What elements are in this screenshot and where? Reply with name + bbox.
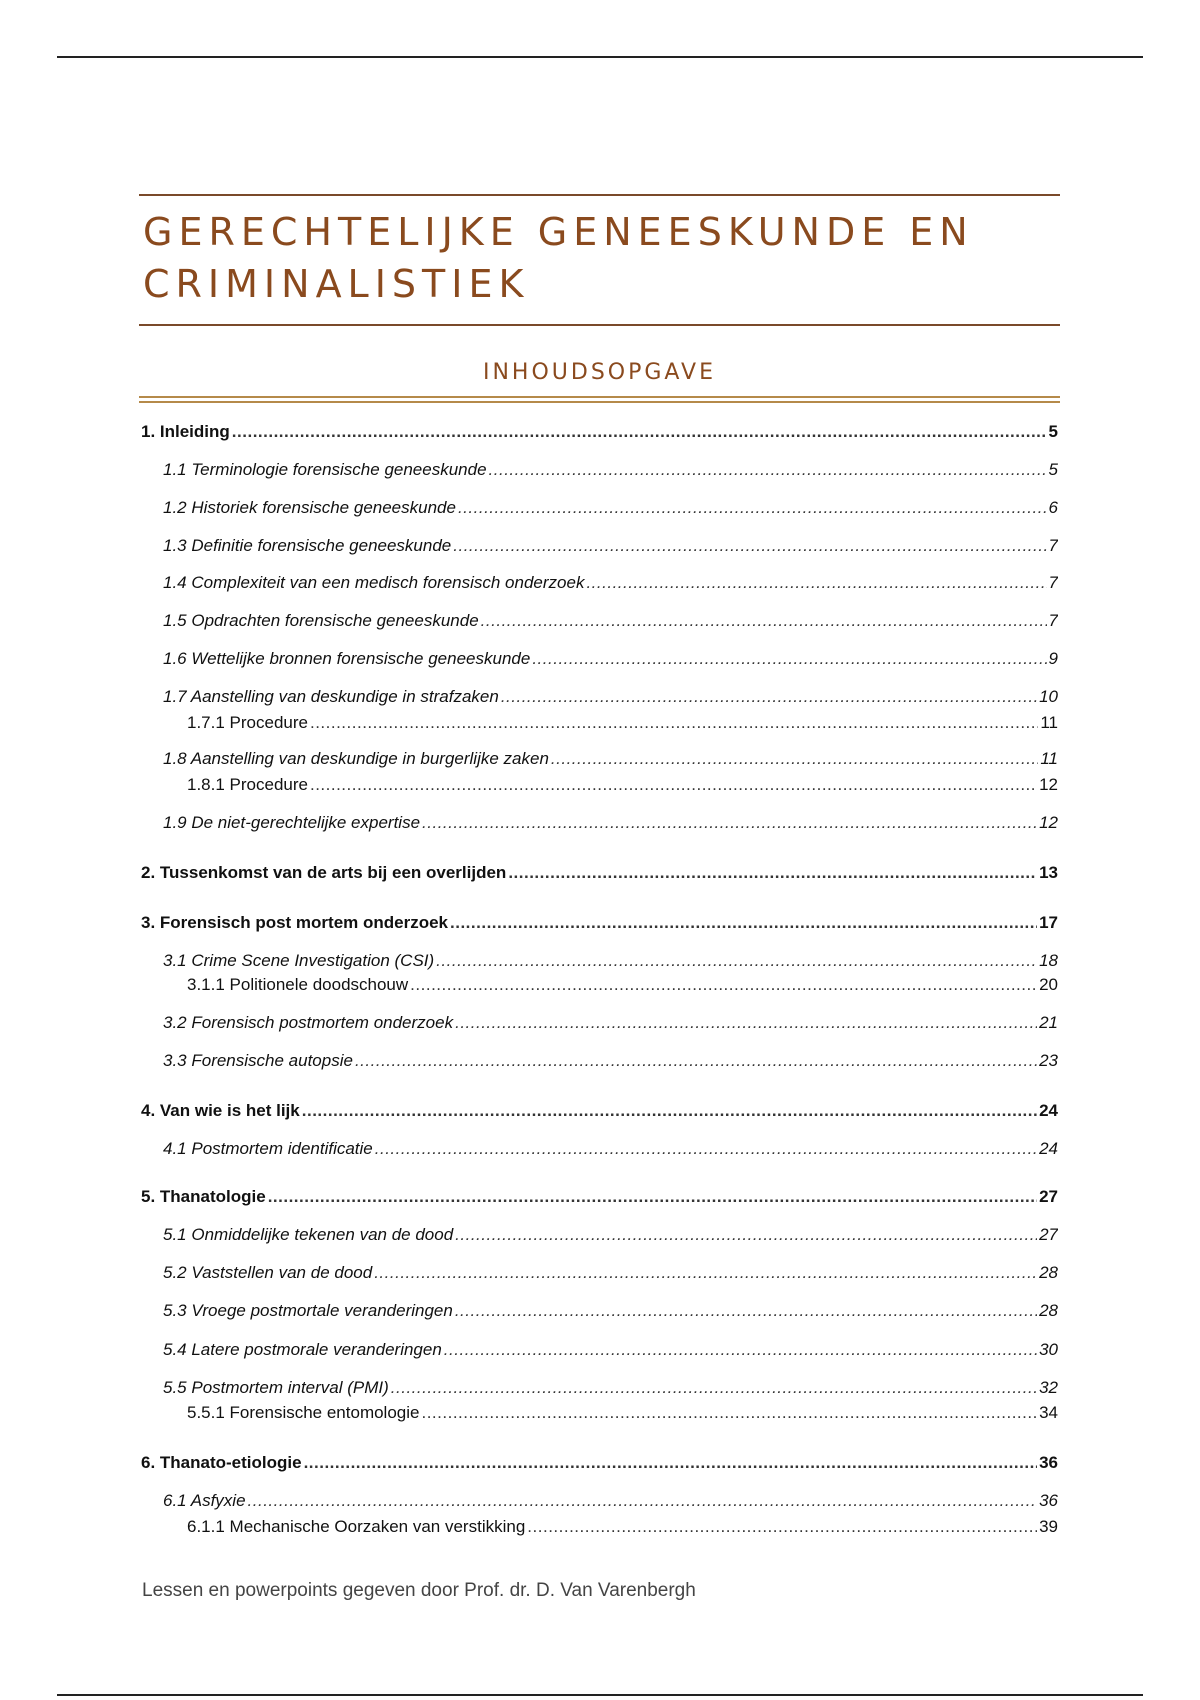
toc-entry-title: 1.8 Aanstelling van deskundige in burgerlijke zaken — [163, 749, 549, 768]
toc-leader-dots — [481, 609, 1047, 633]
toc-leader-dots — [410, 973, 1037, 997]
toc-entry-page: 23 — [1039, 1051, 1058, 1070]
toc-entry-page: 24 — [1039, 1139, 1058, 1158]
toc-entry[interactable] — [141, 1223, 1058, 1247]
toc-entry-title: 1.1 Terminologie forensische geneeskunde — [163, 460, 487, 479]
toc-entry-title: 4.1 Postmortem identificatie — [163, 1139, 373, 1158]
toc-entry-page: 7 — [1048, 536, 1058, 555]
toc-entry-page: 28 — [1039, 1263, 1058, 1282]
toc-entry-title: 5.4 Latere postmorale veranderingen — [163, 1340, 442, 1359]
toc-entry[interactable] — [141, 1299, 1058, 1323]
toc-entry-title: 3.3 Forensische autopsie — [163, 1051, 353, 1070]
toc-entry-page: 36 — [1039, 1453, 1058, 1472]
toc-entry[interactable] — [141, 496, 1058, 520]
toc-leader-dots — [375, 1137, 1037, 1161]
toc-entry-page: 39 — [1039, 1517, 1058, 1536]
toc-leader-dots — [391, 1376, 1037, 1400]
toc-entry-page: 18 — [1039, 951, 1058, 970]
toc-entry[interactable] — [141, 811, 1058, 835]
toc-entry-title: 6. Thanato-etiologie — [141, 1453, 302, 1472]
toc-leader-dots — [232, 420, 1047, 444]
toc-entry[interactable] — [141, 1451, 1058, 1475]
toc-leader-dots — [444, 1338, 1037, 1362]
title-block — [139, 194, 1060, 326]
toc-entry-title: 1.6 Wettelijke bronnen forensische geneeskunde — [163, 649, 531, 668]
toc-entry[interactable] — [141, 1489, 1058, 1513]
toc-entry-title: 1.9 De niet-gerechtelijke expertise — [163, 813, 421, 832]
toc-entry[interactable] — [141, 1011, 1058, 1035]
toc-entry-title: 1.4 Complexiteit van een medisch forensisch onderzoek — [163, 573, 585, 592]
toc-entry[interactable] — [141, 685, 1058, 709]
toc-entry[interactable] — [141, 711, 1058, 735]
toc-entry[interactable] — [141, 911, 1058, 935]
toc-leader-dots — [422, 811, 1037, 835]
toc-leader-dots — [248, 1489, 1038, 1513]
toc-heading-rule-2 — [139, 401, 1060, 403]
toc-leader-dots — [527, 1515, 1037, 1539]
toc-entry-page: 21 — [1039, 1013, 1058, 1032]
toc-leader-dots — [374, 1261, 1037, 1285]
toc-entry-page: 24 — [1039, 1101, 1058, 1120]
toc-leader-dots — [436, 949, 1037, 973]
toc-entry-title: 6.1 Asfyxie — [163, 1491, 246, 1510]
page-top-rule — [57, 56, 1143, 58]
toc-entry-title: 3.1 Crime Scene Investigation (CSI) — [163, 951, 435, 970]
toc-leader-dots — [310, 711, 1038, 735]
title-top-rule — [139, 194, 1060, 196]
toc-entry[interactable] — [141, 1401, 1058, 1425]
toc-heading: INHOUDSOPGAVE — [482, 360, 717, 385]
toc-leader-dots — [508, 861, 1037, 885]
toc-leader-dots — [551, 747, 1038, 771]
page-bottom-rule — [57, 1694, 1143, 1696]
toc-entry-page: 12 — [1039, 813, 1058, 832]
toc-entry-page: 17 — [1039, 913, 1058, 932]
toc-entry[interactable] — [141, 949, 1058, 973]
toc-leader-dots — [532, 647, 1046, 671]
toc-entry-page: 36 — [1039, 1491, 1058, 1510]
toc-entry[interactable] — [141, 861, 1058, 885]
title-bottom-rule — [139, 324, 1060, 326]
toc-entry-title: 2. Tussenkomst van de arts bij een overlijden — [141, 863, 507, 882]
toc-entry-title: 6.1.1 Mechanische Oorzaken van verstikking — [187, 1517, 526, 1536]
toc-entry-title: 5. Thanatologie — [141, 1187, 266, 1206]
toc-entry[interactable] — [141, 571, 1058, 595]
toc-entry-title: 1.7 Aanstelling van deskundige in strafzaken — [163, 687, 499, 706]
toc-entry-page: 20 — [1039, 975, 1058, 994]
toc-entry-page: 10 — [1039, 687, 1058, 706]
toc-entry-title: 1.7.1 Procedure — [187, 713, 308, 732]
toc-leader-dots — [302, 1099, 1037, 1123]
toc-entry[interactable] — [141, 1099, 1058, 1123]
toc-entry-page: 32 — [1039, 1378, 1058, 1397]
toc-leader-dots — [455, 1011, 1037, 1035]
toc-leader-dots — [304, 1451, 1038, 1475]
toc-entry-title: 5.3 Vroege postmortale veranderingen — [163, 1301, 453, 1320]
toc-entry-title: 1. Inleiding — [141, 422, 230, 441]
toc-entry[interactable] — [141, 1185, 1058, 1209]
toc-entry[interactable] — [141, 458, 1058, 482]
toc-entry[interactable] — [141, 1049, 1058, 1073]
toc-leader-dots — [455, 1299, 1037, 1323]
toc-entry[interactable] — [141, 747, 1058, 771]
toc-entry[interactable] — [141, 773, 1058, 797]
toc-entry-page: 27 — [1039, 1225, 1058, 1244]
toc-entry-title: 1.3 Definitie forensische geneeskunde — [163, 536, 452, 555]
toc-leader-dots — [355, 1049, 1037, 1073]
toc-leader-dots — [586, 571, 1046, 595]
toc-entry-title: 1.8.1 Procedure — [187, 775, 308, 794]
toc-entry-page: 9 — [1048, 649, 1058, 668]
toc-heading-rule — [139, 396, 1060, 398]
toc-entry[interactable] — [141, 1338, 1058, 1362]
toc-entry-title: 5.5.1 Forensische entomologie — [187, 1403, 420, 1422]
toc-leader-dots — [458, 496, 1047, 520]
toc-leader-dots — [450, 911, 1037, 935]
toc-entry-title: 3.1.1 Politionele doodschouw — [187, 975, 409, 994]
toc-entry-page: 6 — [1048, 498, 1058, 517]
toc-leader-dots — [453, 534, 1046, 558]
toc-leader-dots — [268, 1185, 1037, 1209]
toc-entry-title: 1.2 Historiek forensische geneeskunde — [163, 498, 456, 517]
toc-entry-page: 28 — [1039, 1301, 1058, 1320]
toc-entry-title: 3. Forensisch post mortem onderzoek — [141, 913, 449, 932]
toc-leader-dots — [501, 685, 1037, 709]
toc-leader-dots — [310, 773, 1037, 797]
toc-entry-page: 30 — [1039, 1340, 1058, 1359]
toc-entry-page: 12 — [1039, 775, 1058, 794]
document-title: GERECHTELIJKE GENEESKUNDE EN CRIMINALISTIEK — [143, 210, 974, 306]
footer-note: Lessen en powerpoints gegeven door Prof. dr. D. Van Varenbergh — [142, 1580, 696, 1601]
toc-entry[interactable] — [141, 647, 1058, 671]
toc-entry[interactable] — [141, 973, 1058, 997]
toc-entry[interactable] — [141, 1137, 1058, 1161]
toc-entry[interactable] — [141, 1515, 1058, 1539]
toc-entry-page: 7 — [1048, 611, 1058, 630]
toc-leader-dots — [421, 1401, 1037, 1425]
toc-entry-title: 5.5 Postmortem interval (PMI) — [163, 1378, 389, 1397]
toc-entry[interactable] — [141, 420, 1058, 444]
toc-entry-page: 27 — [1039, 1187, 1058, 1206]
toc-entry-title: 1.5 Opdrachten forensische geneeskunde — [163, 611, 479, 630]
toc-entry[interactable] — [141, 1376, 1058, 1400]
toc-entry-title: 5.2 Vaststellen van de dood — [163, 1263, 373, 1282]
toc-entry[interactable] — [141, 609, 1058, 633]
toc-entry-page: 11 — [1040, 749, 1058, 768]
toc-entry[interactable] — [141, 534, 1058, 558]
toc-leader-dots — [489, 458, 1047, 482]
toc-entry-page: 13 — [1039, 863, 1058, 882]
toc-entry-title: 3.2 Forensisch postmortem onderzoek — [163, 1013, 454, 1032]
toc-entry-title: 4. Van wie is het lijk — [141, 1101, 300, 1120]
toc-leader-dots — [455, 1223, 1037, 1247]
toc-entry-title: 5.1 Onmiddelijke tekenen van de dood — [163, 1225, 454, 1244]
toc-entry-page: 7 — [1048, 573, 1058, 592]
toc-entry-page: 5 — [1048, 460, 1058, 479]
toc-entry-page: 11 — [1040, 713, 1058, 732]
toc-entry-page: 5 — [1048, 422, 1058, 441]
toc-entry[interactable] — [141, 1261, 1058, 1285]
toc-entry-page: 34 — [1039, 1403, 1058, 1422]
